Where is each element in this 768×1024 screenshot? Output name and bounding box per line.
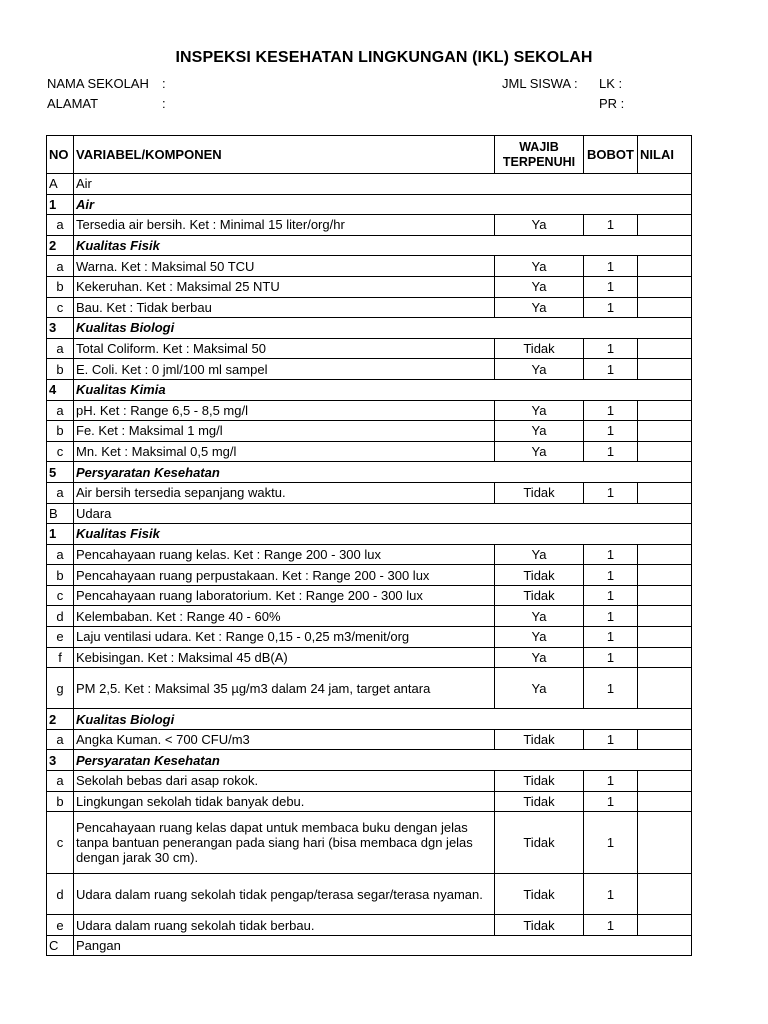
row-bobot: 1: [584, 812, 638, 874]
row-nilai[interactable]: [638, 791, 692, 812]
row-letter: b: [47, 276, 74, 297]
row-number: B: [47, 503, 74, 524]
row-letter: c: [47, 812, 74, 874]
row-variabel: Pencahayaan ruang kelas. Ket : Range 200 - 300 lux: [74, 544, 495, 565]
subsection-label: Persyaratan Kesehatan: [74, 462, 692, 483]
row-letter: c: [47, 441, 74, 462]
subsection-row: [47, 462, 692, 483]
row-wajib-terpenuhi: Ya: [495, 421, 584, 442]
row-number: 4: [47, 379, 74, 400]
subsection-row: [47, 750, 692, 771]
row-number: 1: [47, 194, 74, 215]
row-nilai[interactable]: [638, 771, 692, 792]
row-bobot: 1: [584, 565, 638, 586]
row-letter: b: [47, 791, 74, 812]
row-variabel: Fe. Ket : Maksimal 1 mg/l: [74, 421, 495, 442]
jml-siswa-label: JML SISWA :: [502, 76, 578, 91]
row-letter: a: [47, 256, 74, 277]
row-bobot: 1: [584, 482, 638, 503]
row-variabel: Tersedia air bersih. Ket : Minimal 15 liter/org/hr: [74, 215, 495, 236]
subsection-row: [47, 194, 692, 215]
row-letter: a: [47, 338, 74, 359]
row-variabel: Udara dalam ruang sekolah tidak pengap/terasa segar/terasa nyaman.: [74, 874, 495, 915]
row-letter: d: [47, 874, 74, 915]
row-bobot: 1: [584, 400, 638, 421]
table-row: [47, 544, 692, 565]
row-variabel: Udara dalam ruang sekolah tidak berbau.: [74, 915, 495, 936]
table-row: [47, 791, 692, 812]
row-wajib-terpenuhi: Ya: [495, 400, 584, 421]
table-row: [47, 421, 692, 442]
table-row: [47, 276, 692, 297]
row-bobot: 1: [584, 544, 638, 565]
subsection-row: [47, 235, 692, 256]
row-nilai[interactable]: [638, 585, 692, 606]
row-bobot: 1: [584, 627, 638, 648]
row-wajib-terpenuhi: Tidak: [495, 585, 584, 606]
row-variabel: pH. Ket : Range 6,5 - 8,5 mg/l: [74, 400, 495, 421]
row-wajib-terpenuhi: Tidak: [495, 874, 584, 915]
row-variabel: Pencahayaan ruang laboratorium. Ket : Range 200 - 300 lux: [74, 585, 495, 606]
table-header-row: [47, 136, 692, 174]
row-nilai[interactable]: [638, 276, 692, 297]
table-row: [47, 297, 692, 318]
row-wajib-terpenuhi: Ya: [495, 297, 584, 318]
nama-sekolah-colon: :: [162, 76, 166, 91]
table-row: [47, 400, 692, 421]
row-number: 3: [47, 750, 74, 771]
subsection-label: Kualitas Fisik: [74, 524, 692, 545]
row-bobot: 1: [584, 606, 638, 627]
row-number: A: [47, 174, 74, 195]
section-row: [47, 935, 692, 956]
row-letter: b: [47, 565, 74, 586]
row-number: 2: [47, 235, 74, 256]
row-letter: b: [47, 421, 74, 442]
row-wajib-terpenuhi: Ya: [495, 647, 584, 668]
table-row: [47, 338, 692, 359]
section-row: [47, 503, 692, 524]
row-wajib-terpenuhi: Ya: [495, 276, 584, 297]
row-wajib-terpenuhi: Tidak: [495, 482, 584, 503]
row-variabel: Air bersih tersedia sepanjang waktu.: [74, 482, 495, 503]
row-wajib-terpenuhi: Ya: [495, 359, 584, 380]
row-bobot: 1: [584, 276, 638, 297]
row-wajib-terpenuhi: Tidak: [495, 565, 584, 586]
row-variabel: Bau. Ket : Tidak berbau: [74, 297, 495, 318]
section-label: Air: [74, 174, 692, 195]
alamat-colon: :: [162, 96, 166, 111]
row-variabel: Sekolah bebas dari asap rokok.: [74, 771, 495, 792]
row-nilai[interactable]: [638, 812, 692, 874]
row-variabel: Kebisingan. Ket : Maksimal 45 dB(A): [74, 647, 495, 668]
table-row: [47, 915, 692, 936]
row-letter: a: [47, 729, 74, 750]
row-bobot: 1: [584, 215, 638, 236]
row-nilai[interactable]: [638, 874, 692, 915]
row-letter: e: [47, 915, 74, 936]
row-number: C: [47, 935, 74, 956]
row-bobot: 1: [584, 771, 638, 792]
subsection-label: Kualitas Kimia: [74, 379, 692, 400]
row-variabel: Angka Kuman. < 700 CFU/m3: [74, 729, 495, 750]
row-variabel: Kekeruhan. Ket : Maksimal 25 NTU: [74, 276, 495, 297]
row-nilai[interactable]: [638, 915, 692, 936]
row-wajib-terpenuhi: Tidak: [495, 729, 584, 750]
row-letter: a: [47, 482, 74, 503]
row-letter: a: [47, 771, 74, 792]
row-number: 2: [47, 709, 74, 730]
row-bobot: 1: [584, 441, 638, 462]
subsection-label: Air: [74, 194, 692, 215]
row-wajib-terpenuhi: Tidak: [495, 338, 584, 359]
row-nilai[interactable]: [638, 421, 692, 442]
table-row: [47, 585, 692, 606]
subsection-label: Kualitas Biologi: [74, 318, 692, 339]
row-nilai[interactable]: [638, 215, 692, 236]
row-wajib-terpenuhi: Ya: [495, 606, 584, 627]
subsection-row: [47, 379, 692, 400]
subsection-row: [47, 524, 692, 545]
table-row: [47, 874, 692, 915]
table-row: [47, 482, 692, 503]
row-wajib-terpenuhi: Tidak: [495, 791, 584, 812]
row-letter: b: [47, 359, 74, 380]
table-row: [47, 565, 692, 586]
lk-label: LK :: [599, 76, 623, 91]
row-letter: a: [47, 215, 74, 236]
row-letter: g: [47, 668, 74, 709]
row-wajib-terpenuhi: Ya: [495, 627, 584, 648]
row-variabel: Warna. Ket : Maksimal 50 TCU: [74, 256, 495, 277]
row-nilai[interactable]: [638, 400, 692, 421]
subsection-row: [47, 318, 692, 339]
row-nilai[interactable]: [638, 256, 692, 277]
row-bobot: 1: [584, 585, 638, 606]
subsection-label: Persyaratan Kesehatan: [74, 750, 692, 771]
row-nilai[interactable]: [638, 482, 692, 503]
inspection-table: [46, 135, 692, 956]
row-bobot: 1: [584, 297, 638, 318]
row-letter: c: [47, 297, 74, 318]
row-variabel: Lingkungan sekolah tidak banyak debu.: [74, 791, 495, 812]
table-row: [47, 359, 692, 380]
table-row: [47, 647, 692, 668]
pr-label: PR :: [599, 96, 625, 111]
row-bobot: 1: [584, 256, 638, 277]
row-wajib-terpenuhi: Tidak: [495, 915, 584, 936]
row-variabel: Pencahayaan ruang perpustakaan. Ket : Range 200 - 300 lux: [74, 565, 495, 586]
section-label: Udara: [74, 503, 692, 524]
row-variabel: Total Coliform. Ket : Maksimal 50: [74, 338, 495, 359]
row-nilai[interactable]: [638, 544, 692, 565]
row-nilai[interactable]: [638, 729, 692, 750]
row-nilai[interactable]: [638, 606, 692, 627]
row-bobot: 1: [584, 359, 638, 380]
header-variabel: VARIABEL/KOMPONEN: [74, 136, 495, 174]
header-wajib: WAJIB TERPENUHI: [495, 136, 584, 174]
row-nilai[interactable]: [638, 565, 692, 586]
table-row: [47, 215, 692, 236]
row-variabel: Laju ventilasi udara. Ket : Range 0,15 - 0,25 m3/menit/org: [74, 627, 495, 648]
row-wajib-terpenuhi: Tidak: [495, 771, 584, 792]
row-nilai[interactable]: [638, 647, 692, 668]
row-nilai[interactable]: [638, 338, 692, 359]
row-nilai[interactable]: [638, 359, 692, 380]
row-letter: c: [47, 585, 74, 606]
row-letter: a: [47, 400, 74, 421]
page-title: INSPEKSI KESEHATAN LINGKUNGAN (IKL) SEKOLAH: [175, 49, 593, 66]
row-bobot: 1: [584, 421, 638, 442]
row-number: 3: [47, 318, 74, 339]
row-number: 1: [47, 524, 74, 545]
row-nilai[interactable]: [638, 668, 692, 709]
row-number: 5: [47, 462, 74, 483]
row-bobot: 1: [584, 338, 638, 359]
row-letter: e: [47, 627, 74, 648]
row-variabel: Pencahayaan ruang kelas dapat untuk membaca buku dengan jelas tanpa bantuan penerangan pada siang hari (bisa membaca dgn jelas dengan jarak 30 cm).: [74, 812, 495, 874]
subsection-row: [47, 709, 692, 730]
row-letter: a: [47, 544, 74, 565]
subsection-label: Kualitas Fisik: [74, 235, 692, 256]
row-nilai[interactable]: [638, 441, 692, 462]
row-bobot: 1: [584, 668, 638, 709]
row-wajib-terpenuhi: Ya: [495, 668, 584, 709]
row-variabel: Mn. Ket : Maksimal 0,5 mg/l: [74, 441, 495, 462]
section-label: Pangan: [74, 935, 692, 956]
row-bobot: 1: [584, 729, 638, 750]
header-bobot: BOBOT: [584, 136, 638, 174]
row-letter: f: [47, 647, 74, 668]
row-bobot: 1: [584, 915, 638, 936]
table-row: [47, 668, 692, 709]
row-wajib-terpenuhi: Ya: [495, 544, 584, 565]
subsection-label: Kualitas Biologi: [74, 709, 692, 730]
row-variabel: E. Coli. Ket : 0 jml/100 ml sampel: [74, 359, 495, 380]
table-row: [47, 729, 692, 750]
row-letter: d: [47, 606, 74, 627]
table-row: [47, 771, 692, 792]
header-nilai: NILAI: [638, 136, 692, 174]
row-bobot: 1: [584, 791, 638, 812]
row-wajib-terpenuhi: Tidak: [495, 812, 584, 874]
table-row: [47, 441, 692, 462]
table-row: [47, 256, 692, 277]
row-bobot: 1: [584, 647, 638, 668]
table-row: [47, 627, 692, 648]
row-nilai[interactable]: [638, 297, 692, 318]
nama-sekolah-label: NAMA SEKOLAH: [47, 76, 149, 91]
row-bobot: 1: [584, 874, 638, 915]
row-wajib-terpenuhi: Ya: [495, 441, 584, 462]
row-variabel: PM 2,5. Ket : Maksimal 35 µg/m3 dalam 24 jam, target antara: [74, 668, 495, 709]
row-variabel: Kelembaban. Ket : Range 40 - 60%: [74, 606, 495, 627]
alamat-label: ALAMAT: [47, 96, 99, 111]
row-nilai[interactable]: [638, 627, 692, 648]
table-row: [47, 812, 692, 874]
row-wajib-terpenuhi: Ya: [495, 215, 584, 236]
table-row: [47, 606, 692, 627]
header-no: NO: [47, 136, 74, 174]
table-body: [47, 174, 692, 956]
section-row: [47, 174, 692, 195]
row-wajib-terpenuhi: Ya: [495, 256, 584, 277]
